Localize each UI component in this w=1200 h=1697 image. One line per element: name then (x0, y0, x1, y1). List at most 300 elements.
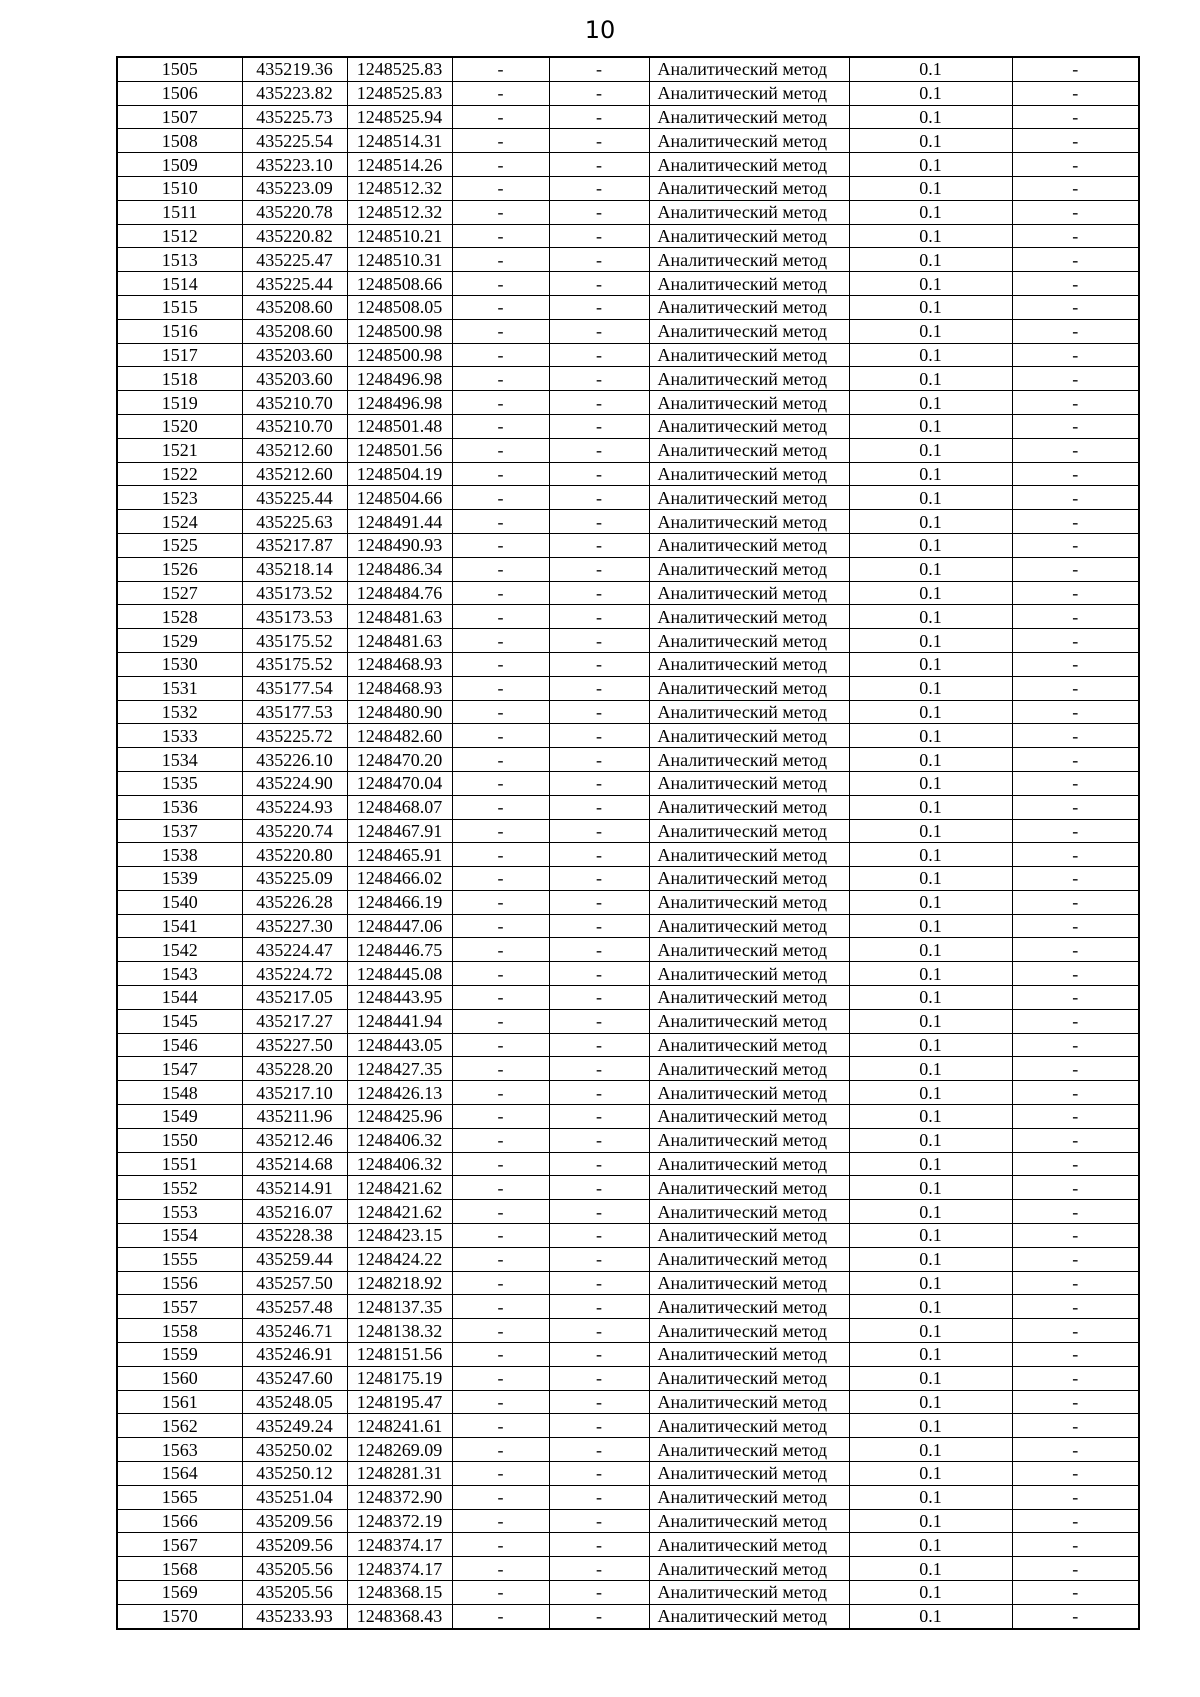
point-number-cell: 1555 (117, 1247, 242, 1271)
method-cell: Аналитический метод (649, 1462, 849, 1486)
dash-cell: - (452, 914, 549, 938)
y-coordinate-cell: 1248468.07 (347, 795, 452, 819)
dash-cell: - (452, 57, 549, 81)
dash-cell: - (1012, 1533, 1139, 1557)
table-row (117, 81, 1139, 105)
x-coordinate-cell: 435225.63 (242, 510, 347, 534)
method-cell: Аналитический метод (649, 486, 849, 510)
accuracy-cell: 0.1 (849, 57, 1012, 81)
x-coordinate-cell: 435205.56 (242, 1581, 347, 1605)
y-coordinate-cell: 1248466.02 (347, 867, 452, 891)
accuracy-cell: 0.1 (849, 676, 1012, 700)
table-row (117, 1509, 1139, 1533)
dash-cell: - (452, 224, 549, 248)
x-coordinate-cell: 435257.50 (242, 1271, 347, 1295)
point-number-cell: 1562 (117, 1414, 242, 1438)
accuracy-cell: 0.1 (849, 486, 1012, 510)
dash-cell: - (549, 771, 649, 795)
x-coordinate-cell: 435223.10 (242, 153, 347, 177)
accuracy-cell: 0.1 (849, 1366, 1012, 1390)
accuracy-cell: 0.1 (849, 605, 1012, 629)
x-coordinate-cell: 435246.91 (242, 1343, 347, 1367)
dash-cell: - (452, 1604, 549, 1628)
dash-cell: - (1012, 867, 1139, 891)
dash-cell: - (549, 438, 649, 462)
point-number-cell: 1533 (117, 724, 242, 748)
method-cell: Аналитический метод (649, 295, 849, 319)
method-cell: Аналитический метод (649, 938, 849, 962)
point-number-cell: 1516 (117, 319, 242, 343)
dash-cell: - (1012, 129, 1139, 153)
method-cell: Аналитический метод (649, 1604, 849, 1628)
table-row (117, 343, 1139, 367)
dash-cell: - (549, 962, 649, 986)
point-number-cell: 1558 (117, 1319, 242, 1343)
point-number-cell: 1518 (117, 367, 242, 391)
dash-cell: - (1012, 1485, 1139, 1509)
table-row (117, 57, 1139, 81)
dash-cell: - (549, 1581, 649, 1605)
y-coordinate-cell: 1248512.32 (347, 200, 452, 224)
accuracy-cell: 0.1 (849, 1581, 1012, 1605)
y-coordinate-cell: 1248481.63 (347, 605, 452, 629)
point-number-cell: 1537 (117, 819, 242, 843)
point-number-cell: 1515 (117, 295, 242, 319)
x-coordinate-cell: 435209.56 (242, 1509, 347, 1533)
y-coordinate-cell: 1248500.98 (347, 319, 452, 343)
x-coordinate-cell: 435224.47 (242, 938, 347, 962)
x-coordinate-cell: 435228.20 (242, 1057, 347, 1081)
x-coordinate-cell: 435227.50 (242, 1033, 347, 1057)
accuracy-cell: 0.1 (849, 890, 1012, 914)
dash-cell: - (1012, 1319, 1139, 1343)
dash-cell: - (1012, 914, 1139, 938)
dash-cell: - (549, 1604, 649, 1628)
accuracy-cell: 0.1 (849, 771, 1012, 795)
dash-cell: - (1012, 605, 1139, 629)
method-cell: Аналитический метод (649, 629, 849, 653)
dash-cell: - (452, 1247, 549, 1271)
y-coordinate-cell: 1248447.06 (347, 914, 452, 938)
dash-cell: - (1012, 581, 1139, 605)
dash-cell: - (549, 1271, 649, 1295)
x-coordinate-cell: 435173.52 (242, 581, 347, 605)
method-cell: Аналитический метод (649, 1319, 849, 1343)
dash-cell: - (452, 1581, 549, 1605)
dash-cell: - (549, 1105, 649, 1129)
method-cell: Аналитический метод (649, 272, 849, 296)
dash-cell: - (1012, 272, 1139, 296)
dash-cell: - (452, 1509, 549, 1533)
accuracy-cell: 0.1 (849, 986, 1012, 1010)
dash-cell: - (549, 986, 649, 1010)
method-cell: Аналитический метод (649, 105, 849, 129)
point-number-cell: 1560 (117, 1366, 242, 1390)
table-row (117, 438, 1139, 462)
method-cell: Аналитический метод (649, 438, 849, 462)
dash-cell: - (1012, 1366, 1139, 1390)
x-coordinate-cell: 435173.53 (242, 605, 347, 629)
dash-cell: - (452, 272, 549, 296)
y-coordinate-cell: 1248468.93 (347, 652, 452, 676)
table-row (117, 1366, 1139, 1390)
dash-cell: - (452, 890, 549, 914)
dash-cell: - (549, 319, 649, 343)
accuracy-cell: 0.1 (849, 129, 1012, 153)
method-cell: Аналитический метод (649, 1557, 849, 1581)
dash-cell: - (549, 1414, 649, 1438)
y-coordinate-cell: 1248466.19 (347, 890, 452, 914)
accuracy-cell: 0.1 (849, 1128, 1012, 1152)
y-coordinate-cell: 1248470.04 (347, 771, 452, 795)
y-coordinate-cell: 1248467.91 (347, 819, 452, 843)
dash-cell: - (452, 319, 549, 343)
x-coordinate-cell: 435211.96 (242, 1105, 347, 1129)
x-coordinate-cell: 435217.05 (242, 986, 347, 1010)
method-cell: Аналитический метод (649, 1224, 849, 1248)
point-number-cell: 1567 (117, 1533, 242, 1557)
accuracy-cell: 0.1 (849, 1009, 1012, 1033)
y-coordinate-cell: 1248374.17 (347, 1533, 452, 1557)
accuracy-cell: 0.1 (849, 248, 1012, 272)
method-cell: Аналитический метод (649, 510, 849, 534)
dash-cell: - (549, 248, 649, 272)
point-number-cell: 1542 (117, 938, 242, 962)
dash-cell: - (1012, 391, 1139, 415)
x-coordinate-cell: 435225.47 (242, 248, 347, 272)
accuracy-cell: 0.1 (849, 367, 1012, 391)
table-row (117, 1390, 1139, 1414)
method-cell: Аналитический метод (649, 1081, 849, 1105)
method-cell: Аналитический метод (649, 176, 849, 200)
table-row (117, 1271, 1139, 1295)
point-number-cell: 1540 (117, 890, 242, 914)
table-row (117, 1557, 1139, 1581)
point-number-cell: 1528 (117, 605, 242, 629)
table-row (117, 629, 1139, 653)
accuracy-cell: 0.1 (849, 867, 1012, 891)
table-row (117, 105, 1139, 129)
table-row (117, 1152, 1139, 1176)
y-coordinate-cell: 1248490.93 (347, 533, 452, 557)
accuracy-cell: 0.1 (849, 1438, 1012, 1462)
accuracy-cell: 0.1 (849, 1533, 1012, 1557)
dash-cell: - (549, 1200, 649, 1224)
dash-cell: - (549, 414, 649, 438)
y-coordinate-cell: 1248482.60 (347, 724, 452, 748)
accuracy-cell: 0.1 (849, 1343, 1012, 1367)
dash-cell: - (1012, 510, 1139, 534)
dash-cell: - (452, 1057, 549, 1081)
table-row (117, 533, 1139, 557)
dash-cell: - (549, 1247, 649, 1271)
dash-cell: - (549, 81, 649, 105)
accuracy-cell: 0.1 (849, 343, 1012, 367)
y-coordinate-cell: 1248525.83 (347, 57, 452, 81)
dash-cell: - (452, 129, 549, 153)
method-cell: Аналитический метод (649, 962, 849, 986)
table-row (117, 724, 1139, 748)
accuracy-cell: 0.1 (849, 1033, 1012, 1057)
point-number-cell: 1552 (117, 1176, 242, 1200)
table-row (117, 391, 1139, 415)
accuracy-cell: 0.1 (849, 1462, 1012, 1486)
x-coordinate-cell: 435175.52 (242, 629, 347, 653)
point-number-cell: 1507 (117, 105, 242, 129)
dash-cell: - (1012, 224, 1139, 248)
x-coordinate-cell: 435247.60 (242, 1366, 347, 1390)
table-row (117, 319, 1139, 343)
dash-cell: - (549, 510, 649, 534)
x-coordinate-cell: 435250.12 (242, 1462, 347, 1486)
y-coordinate-cell: 1248446.75 (347, 938, 452, 962)
x-coordinate-cell: 435220.74 (242, 819, 347, 843)
dash-cell: - (549, 890, 649, 914)
method-cell: Аналитический метод (649, 414, 849, 438)
dash-cell: - (452, 700, 549, 724)
dash-cell: - (1012, 248, 1139, 272)
table-row (117, 605, 1139, 629)
x-coordinate-cell: 435246.71 (242, 1319, 347, 1343)
method-cell: Аналитический метод (649, 248, 849, 272)
accuracy-cell: 0.1 (849, 1176, 1012, 1200)
method-cell: Аналитический метод (649, 1295, 849, 1319)
dash-cell: - (1012, 1604, 1139, 1628)
accuracy-cell: 0.1 (849, 1295, 1012, 1319)
dash-cell: - (549, 343, 649, 367)
table-row (117, 1485, 1139, 1509)
table-row (117, 1247, 1139, 1271)
x-coordinate-cell: 435218.14 (242, 557, 347, 581)
dash-cell: - (1012, 962, 1139, 986)
accuracy-cell: 0.1 (849, 414, 1012, 438)
point-number-cell: 1550 (117, 1128, 242, 1152)
dash-cell: - (452, 200, 549, 224)
y-coordinate-cell: 1248468.93 (347, 676, 452, 700)
x-coordinate-cell: 435225.54 (242, 129, 347, 153)
method-cell: Аналитический метод (649, 700, 849, 724)
dash-cell: - (1012, 1200, 1139, 1224)
y-coordinate-cell: 1248137.35 (347, 1295, 452, 1319)
dash-cell: - (549, 1462, 649, 1486)
method-cell: Аналитический метод (649, 843, 849, 867)
x-coordinate-cell: 435203.60 (242, 343, 347, 367)
point-number-cell: 1514 (117, 272, 242, 296)
dash-cell: - (452, 81, 549, 105)
accuracy-cell: 0.1 (849, 153, 1012, 177)
x-coordinate-cell: 435214.68 (242, 1152, 347, 1176)
y-coordinate-cell: 1248486.34 (347, 557, 452, 581)
dash-cell: - (452, 1366, 549, 1390)
y-coordinate-cell: 1248508.05 (347, 295, 452, 319)
x-coordinate-cell: 435210.70 (242, 414, 347, 438)
y-coordinate-cell: 1248151.56 (347, 1343, 452, 1367)
dash-cell: - (1012, 295, 1139, 319)
y-coordinate-cell: 1248443.95 (347, 986, 452, 1010)
dash-cell: - (1012, 438, 1139, 462)
point-number-cell: 1519 (117, 391, 242, 415)
table-row (117, 1081, 1139, 1105)
table-row (117, 462, 1139, 486)
dash-cell: - (1012, 1462, 1139, 1486)
dash-cell: - (452, 605, 549, 629)
accuracy-cell: 0.1 (849, 200, 1012, 224)
table-row (117, 771, 1139, 795)
point-number-cell: 1526 (117, 557, 242, 581)
dash-cell: - (1012, 1390, 1139, 1414)
point-number-cell: 1545 (117, 1009, 242, 1033)
point-number-cell: 1568 (117, 1557, 242, 1581)
accuracy-cell: 0.1 (849, 272, 1012, 296)
dash-cell: - (452, 1533, 549, 1557)
point-number-cell: 1569 (117, 1581, 242, 1605)
method-cell: Аналитический метод (649, 533, 849, 557)
accuracy-cell: 0.1 (849, 938, 1012, 962)
table-row (117, 1033, 1139, 1057)
dash-cell: - (452, 176, 549, 200)
y-coordinate-cell: 1248508.66 (347, 272, 452, 296)
accuracy-cell: 0.1 (849, 795, 1012, 819)
dash-cell: - (549, 1390, 649, 1414)
table-row (117, 248, 1139, 272)
table-row (117, 1438, 1139, 1462)
point-number-cell: 1530 (117, 652, 242, 676)
dash-cell: - (549, 724, 649, 748)
y-coordinate-cell: 1248510.31 (347, 248, 452, 272)
table-row (117, 748, 1139, 772)
dash-cell: - (1012, 1343, 1139, 1367)
point-number-cell: 1556 (117, 1271, 242, 1295)
y-coordinate-cell: 1248175.19 (347, 1366, 452, 1390)
point-number-cell: 1561 (117, 1390, 242, 1414)
point-number-cell: 1548 (117, 1081, 242, 1105)
accuracy-cell: 0.1 (849, 224, 1012, 248)
method-cell: Аналитический метод (649, 1200, 849, 1224)
dash-cell: - (1012, 1057, 1139, 1081)
method-cell: Аналитический метод (649, 557, 849, 581)
table-row (117, 890, 1139, 914)
dash-cell: - (549, 367, 649, 391)
table-row (117, 1128, 1139, 1152)
dash-cell: - (549, 486, 649, 510)
x-coordinate-cell: 435250.02 (242, 1438, 347, 1462)
dash-cell: - (549, 1057, 649, 1081)
method-cell: Аналитический метод (649, 1509, 849, 1533)
accuracy-cell: 0.1 (849, 843, 1012, 867)
y-coordinate-cell: 1248374.17 (347, 1557, 452, 1581)
dash-cell: - (452, 486, 549, 510)
dash-cell: - (452, 153, 549, 177)
dash-cell: - (1012, 1557, 1139, 1581)
dash-cell: - (549, 676, 649, 700)
point-number-cell: 1531 (117, 676, 242, 700)
point-number-cell: 1517 (117, 343, 242, 367)
x-coordinate-cell: 435251.04 (242, 1485, 347, 1509)
method-cell: Аналитический метод (649, 1247, 849, 1271)
table-row (117, 914, 1139, 938)
point-number-cell: 1523 (117, 486, 242, 510)
point-number-cell: 1565 (117, 1485, 242, 1509)
dash-cell: - (549, 391, 649, 415)
dash-cell: - (452, 1224, 549, 1248)
table-row (117, 676, 1139, 700)
accuracy-cell: 0.1 (849, 1319, 1012, 1343)
x-coordinate-cell: 435219.36 (242, 57, 347, 81)
y-coordinate-cell: 1248480.90 (347, 700, 452, 724)
x-coordinate-cell: 435217.27 (242, 1009, 347, 1033)
dash-cell: - (452, 986, 549, 1010)
dash-cell: - (452, 1462, 549, 1486)
x-coordinate-cell: 435208.60 (242, 295, 347, 319)
point-number-cell: 1521 (117, 438, 242, 462)
dash-cell: - (452, 867, 549, 891)
accuracy-cell: 0.1 (849, 748, 1012, 772)
dash-cell: - (1012, 1414, 1139, 1438)
method-cell: Аналитический метод (649, 81, 849, 105)
x-coordinate-cell: 435225.73 (242, 105, 347, 129)
y-coordinate-cell: 1248484.76 (347, 581, 452, 605)
dash-cell: - (1012, 1224, 1139, 1248)
dash-cell: - (1012, 748, 1139, 772)
table-row (117, 1295, 1139, 1319)
dash-cell: - (1012, 343, 1139, 367)
y-coordinate-cell: 1248501.56 (347, 438, 452, 462)
accuracy-cell: 0.1 (849, 1390, 1012, 1414)
method-cell: Аналитический метод (649, 914, 849, 938)
x-coordinate-cell: 435212.60 (242, 438, 347, 462)
x-coordinate-cell: 435257.48 (242, 1295, 347, 1319)
method-cell: Аналитический метод (649, 1176, 849, 1200)
y-coordinate-cell: 1248491.44 (347, 510, 452, 534)
point-number-cell: 1529 (117, 629, 242, 653)
accuracy-cell: 0.1 (849, 962, 1012, 986)
point-number-cell: 1524 (117, 510, 242, 534)
y-coordinate-cell: 1248421.62 (347, 1200, 452, 1224)
x-coordinate-cell: 435225.44 (242, 486, 347, 510)
x-coordinate-cell: 435205.56 (242, 1557, 347, 1581)
dash-cell: - (549, 295, 649, 319)
point-number-cell: 1510 (117, 176, 242, 200)
dash-cell: - (1012, 819, 1139, 843)
accuracy-cell: 0.1 (849, 1485, 1012, 1509)
method-cell: Аналитический метод (649, 1009, 849, 1033)
dash-cell: - (549, 1485, 649, 1509)
dash-cell: - (1012, 367, 1139, 391)
y-coordinate-cell: 1248500.98 (347, 343, 452, 367)
accuracy-cell: 0.1 (849, 914, 1012, 938)
accuracy-cell: 0.1 (849, 105, 1012, 129)
y-coordinate-cell: 1248445.08 (347, 962, 452, 986)
y-coordinate-cell: 1248514.31 (347, 129, 452, 153)
table-row (117, 819, 1139, 843)
dash-cell: - (1012, 1247, 1139, 1271)
method-cell: Аналитический метод (649, 1343, 849, 1367)
dash-cell: - (452, 1200, 549, 1224)
x-coordinate-cell: 435225.44 (242, 272, 347, 296)
point-number-cell: 1538 (117, 843, 242, 867)
table-row (117, 486, 1139, 510)
point-number-cell: 1554 (117, 1224, 242, 1248)
table-row (117, 129, 1139, 153)
dash-cell: - (549, 176, 649, 200)
method-cell: Аналитический метод (649, 57, 849, 81)
point-number-cell: 1508 (117, 129, 242, 153)
x-coordinate-cell: 435259.44 (242, 1247, 347, 1271)
table-row (117, 1604, 1139, 1628)
x-coordinate-cell: 435217.10 (242, 1081, 347, 1105)
y-coordinate-cell: 1248425.96 (347, 1105, 452, 1129)
y-coordinate-cell: 1248514.26 (347, 153, 452, 177)
